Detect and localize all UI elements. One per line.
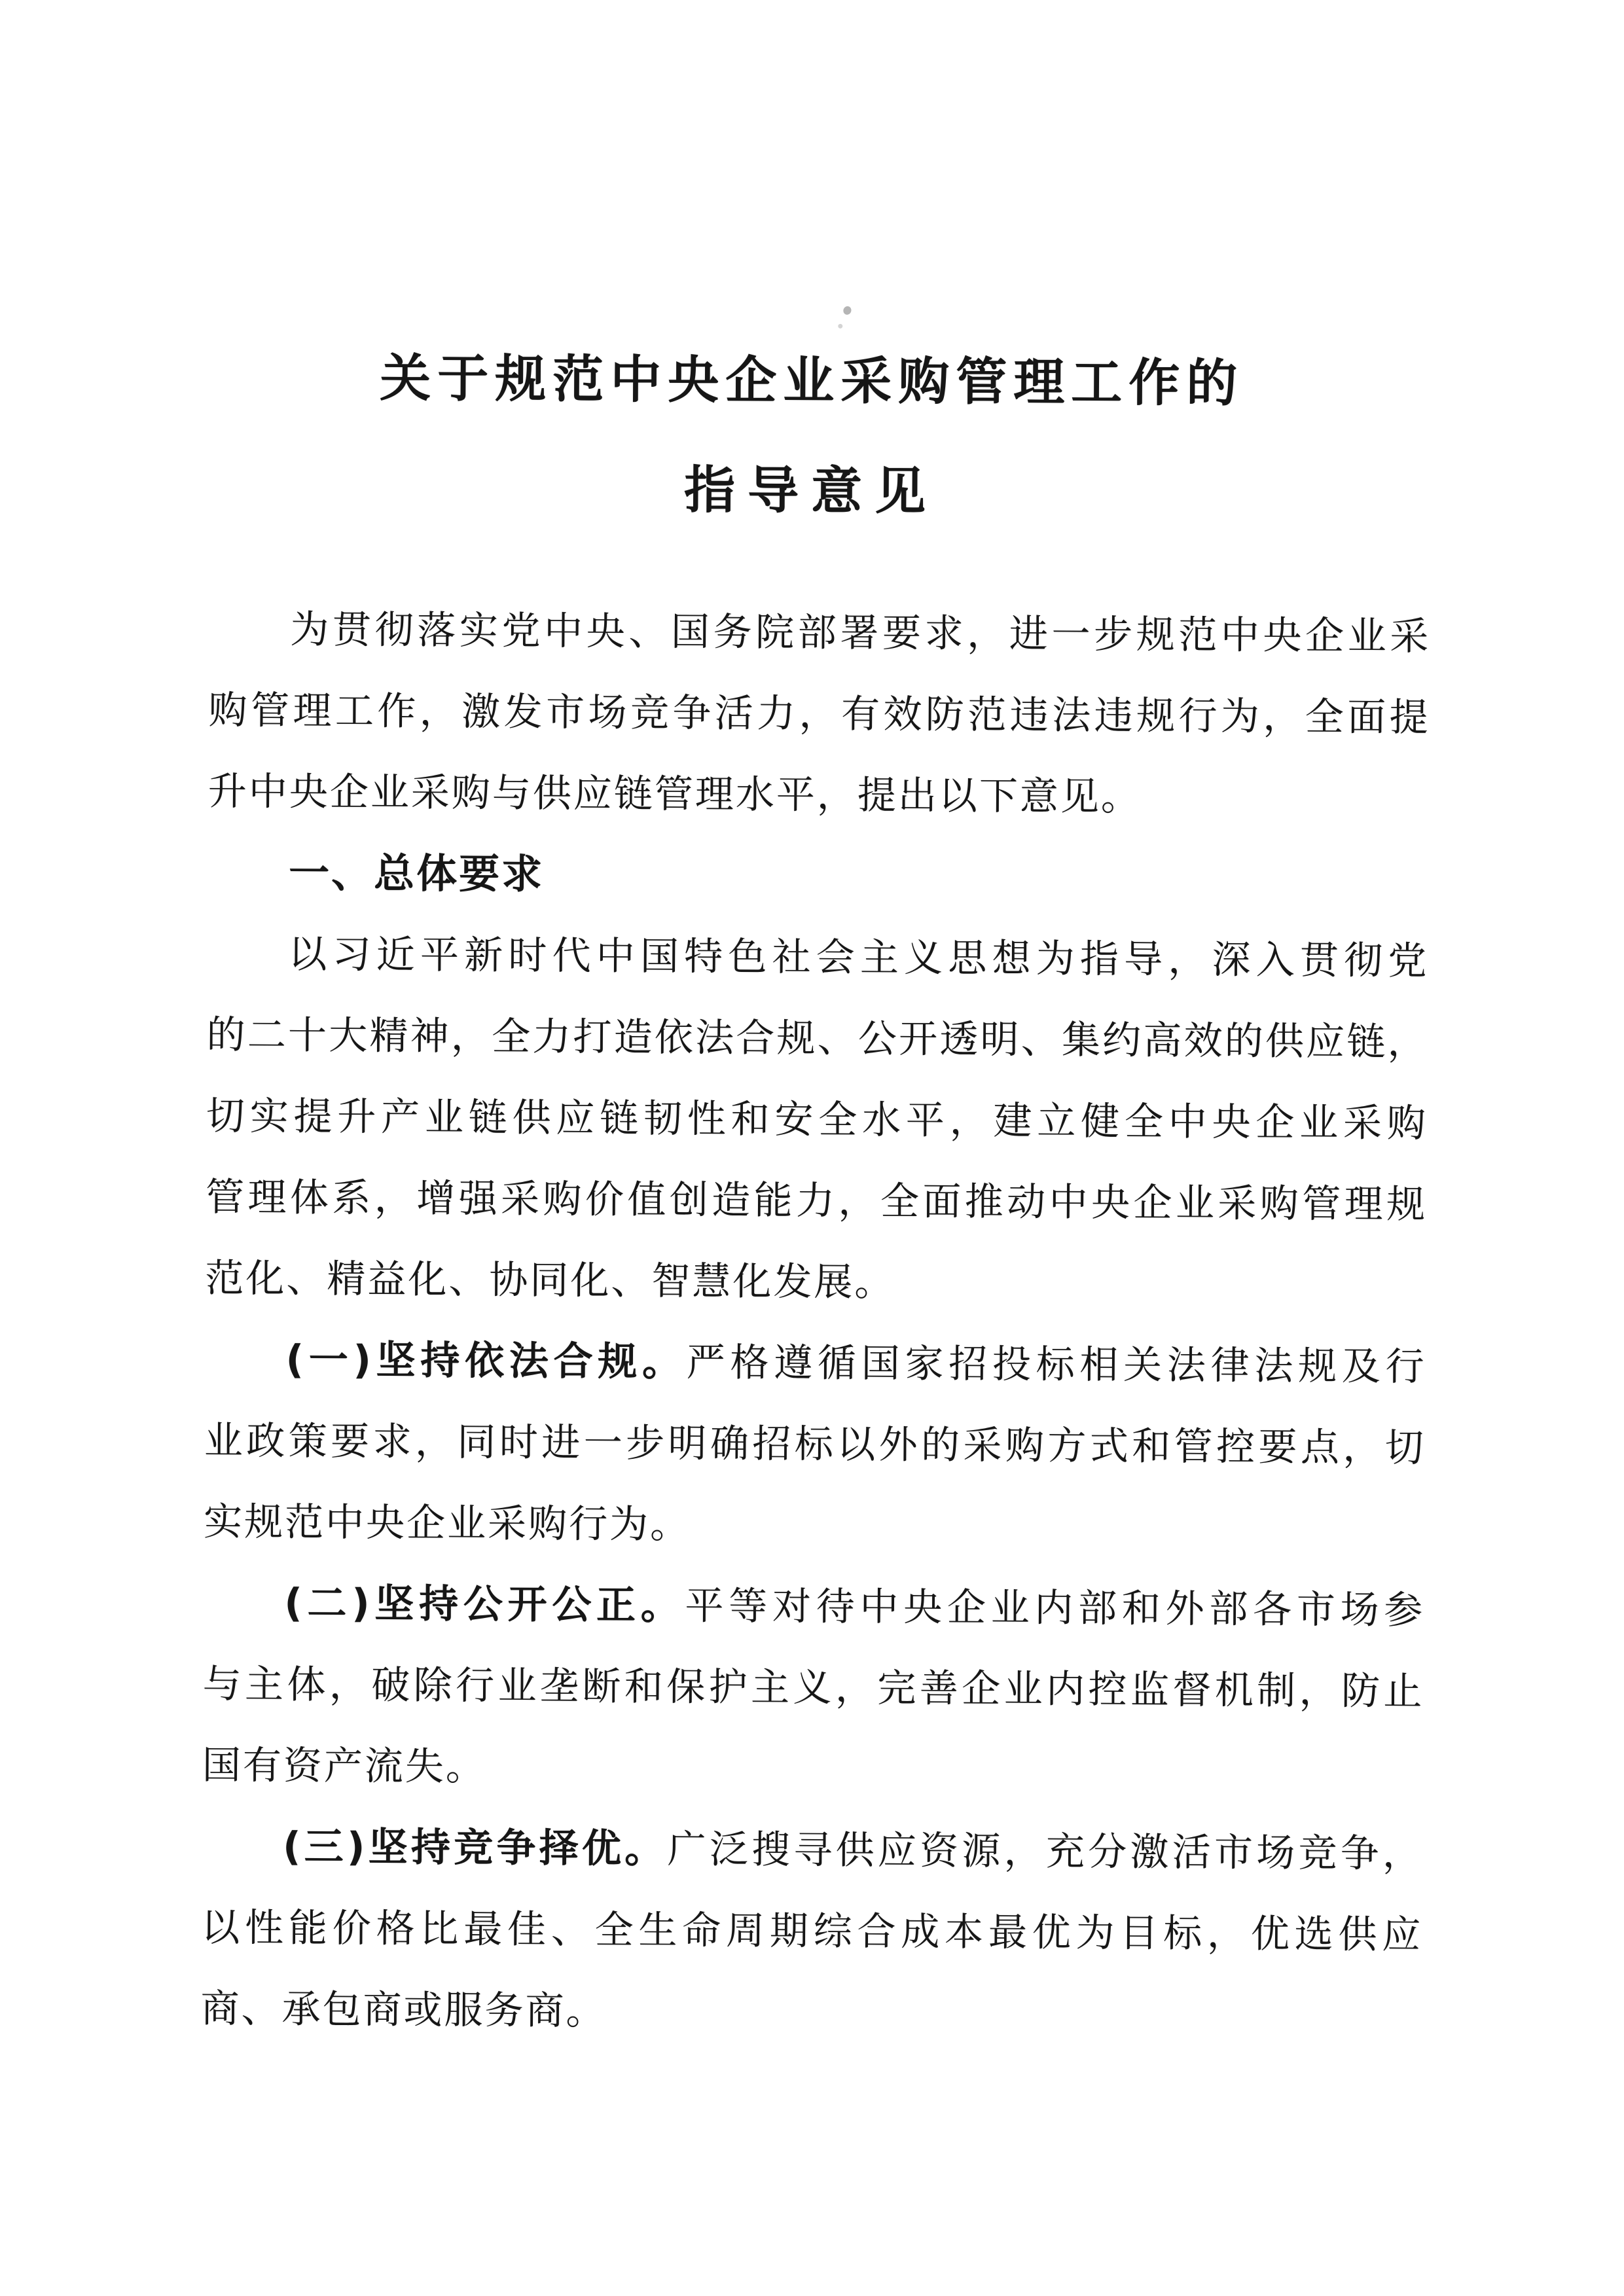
document-title-line-2: 指导意见 xyxy=(683,461,939,522)
point-1-line-3: 实规范中央企业采购行为。 xyxy=(203,1498,691,1547)
document-body xyxy=(200,588,1431,2056)
point-3-line-1 xyxy=(202,1806,1424,1894)
overview-line-4: 管理体系，增强采购价值创造能力，全面推动中央企业采购管理规 xyxy=(205,1174,1428,1227)
point-1-line-2: 业政策要求，同时进一步明确招标以外的采购方式和管控要点，切 xyxy=(204,1417,1426,1471)
point-3-lead: (三)坚持竞争择优。 xyxy=(282,1823,668,1873)
point-1-lead: (一)坚持依法合规。 xyxy=(285,1336,687,1386)
point-2-lead: (二)坚持公开公正。 xyxy=(284,1580,685,1629)
overview-line-1: 以习近平新时代中国特色社会主义思想为指导，深入贯彻党 xyxy=(288,931,1429,984)
intro-line-3: 升中央企业采购与供应链管理水平，提出以下意见。 xyxy=(208,768,1142,819)
document-title-line-1: 关于规范中央企业采购管理工作的 xyxy=(379,349,1244,414)
section-1-heading: 一、总体要求 xyxy=(288,848,545,899)
point-2-line-1 xyxy=(203,1562,1425,1651)
point-1-rest: 严格遵循国家招投标相关法律法规及行 xyxy=(686,1339,1426,1390)
intro-line-1: 为贯彻落实党中央、国务院部署要求，进一步规范中央企业采 xyxy=(290,606,1431,659)
scan-speck xyxy=(842,305,853,315)
point-3-line-2: 以性能价格比最佳、全生命周期综合成本最优为目标，优选供应 xyxy=(201,1904,1423,1958)
point-3-rest: 广泛搜寻供应资源，充分激活市场竞争， xyxy=(667,1826,1424,1876)
point-3-line-3: 商、承包商或服务商。 xyxy=(200,1985,607,2034)
point-2-line-2: 与主体，破除行业垄断和保护主义，完善企业内控监督机制，防止 xyxy=(202,1660,1424,1714)
overview-line-3: 切实提升产业链供应链韧性和安全水平，建立健全中央企业采购 xyxy=(206,1092,1428,1146)
point-2-rest: 平等对待中央企业内部和外部各市场参 xyxy=(685,1583,1425,1633)
intro-line-2: 购管理工作，激发市场竞争活力，有效防范违法违规行为，全面提 xyxy=(208,687,1430,740)
point-2-line-3: 国有资产流失。 xyxy=(202,1742,487,1789)
scan-speck xyxy=(838,324,842,329)
overview-line-5: 范化、精益化、协同化、智慧化发展。 xyxy=(205,1255,895,1305)
overview-line-2: 的二十大精神，全力打造依法合规、公开透明、集约高效的供应链， xyxy=(206,1011,1428,1065)
point-1-line-1 xyxy=(204,1319,1426,1407)
